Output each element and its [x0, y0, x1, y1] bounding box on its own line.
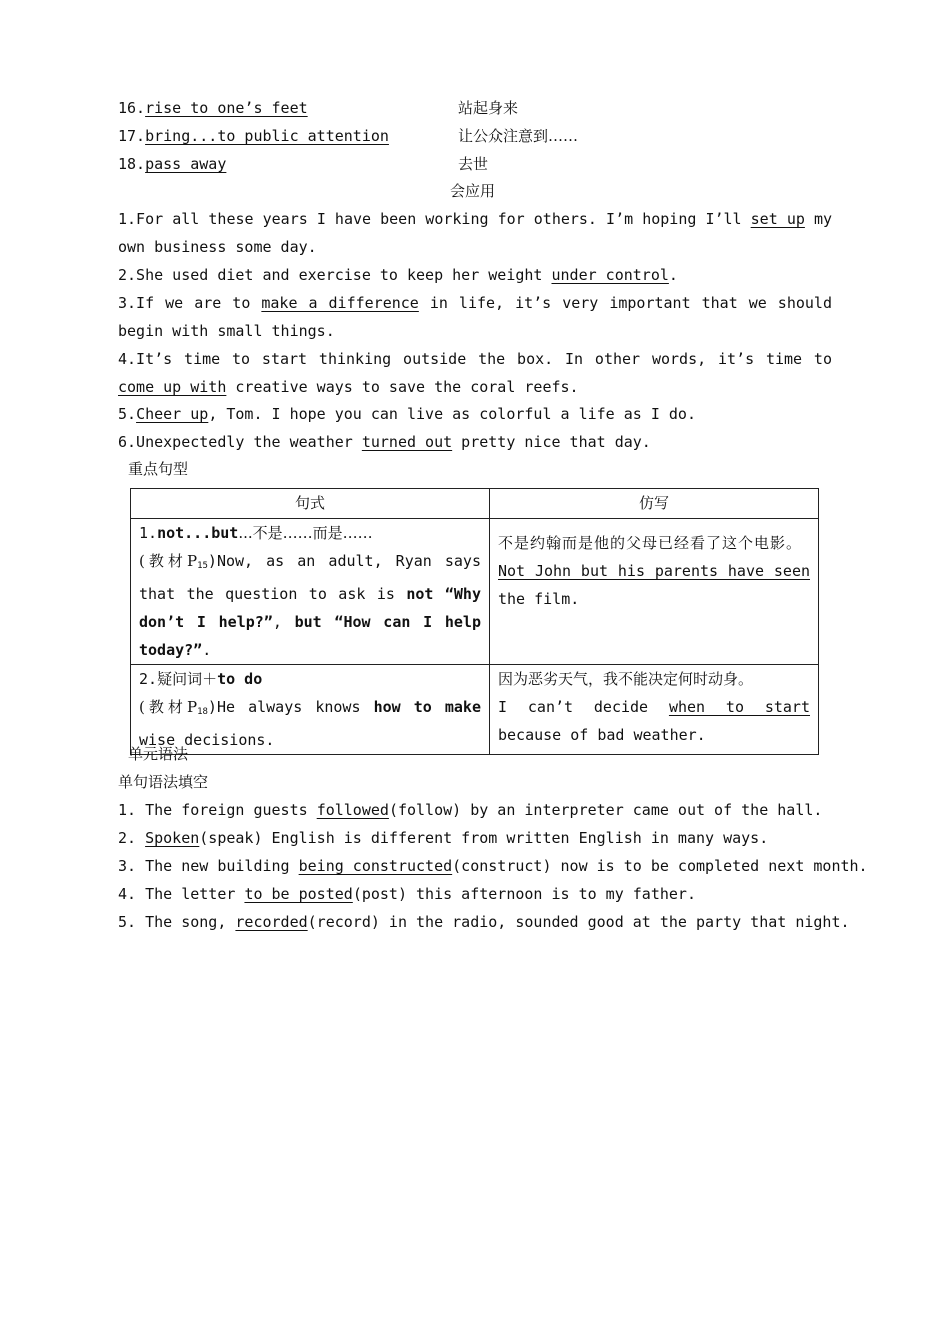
sentence-text: 6.Unexpectedly the weather — [118, 433, 362, 451]
key-patterns-table — [130, 488, 819, 755]
phrase-item — [118, 150, 226, 178]
imitate-chinese: 不是约翰而是他的父母已经看了这个电影。 — [498, 534, 803, 552]
phrase-number: 17. — [118, 127, 146, 145]
pattern-keyword: to do — [217, 670, 263, 688]
imitate-cell — [490, 519, 819, 665]
grammar-heading: 单元语法 — [128, 745, 189, 763]
pattern-meaning: 疑问词＋ — [157, 670, 218, 688]
sentence-text: 2. — [118, 829, 146, 847]
apply-sentence — [118, 400, 832, 428]
pattern-title — [139, 665, 481, 693]
answer-blank: make a difference — [261, 294, 419, 312]
phrase-english: rise to one’s feet — [145, 99, 308, 117]
grammar-sentence — [118, 880, 696, 908]
sentence-text: , Tom. I hope you can live as colorful a life as I do. — [208, 405, 696, 423]
apply-sentence — [118, 261, 832, 289]
table-row — [131, 665, 819, 755]
sentence-text: 1. The foreign guests — [118, 801, 317, 819]
example-text: . — [202, 641, 212, 659]
answer-blank: to be posted — [244, 885, 353, 903]
imitate-answer — [498, 557, 810, 613]
grammar-sentence — [118, 852, 868, 880]
apply-sentence — [118, 428, 832, 456]
phrase-chinese: 去世 — [458, 155, 489, 173]
answer-blank: Cheer up — [136, 405, 209, 423]
source-page: 15 — [197, 561, 208, 571]
sentence-text: 1.For all these years I have been working for others. I’m hoping I’ll — [118, 210, 751, 228]
sentence-text: 4.It’s time to start thinking outside the box. In other words, it’s time to — [118, 350, 832, 368]
answer-blank: followed — [316, 801, 389, 819]
apply-sentence — [118, 205, 832, 261]
pattern-title — [139, 519, 481, 547]
key-patterns-heading: 重点句型 — [128, 460, 189, 478]
sentence-text: my own business some day. — [118, 210, 833, 256]
imitate-chinese: 因为恶劣天气，我不能决定何时动身。 — [498, 670, 754, 688]
sentence-text: (post) this afternoon is to my father. — [352, 885, 696, 903]
sentence-text: creative ways to save the coral reefs. — [226, 378, 579, 396]
answer-blank: under control — [551, 266, 669, 284]
phrase-chinese: 让公众注意到…… — [458, 127, 579, 145]
phrase-chinese: 站起身来 — [458, 99, 519, 117]
phrase-item — [118, 122, 389, 150]
pattern-keyword: not...but — [157, 524, 239, 542]
pattern-number: 1. — [139, 524, 158, 542]
phrase-item — [118, 94, 308, 122]
sentence-text: (construct) now is to be completed next month. — [452, 857, 868, 875]
example-text: , — [272, 613, 295, 631]
pattern-example — [139, 547, 481, 664]
answer-blank: Not John but his parents have seen — [498, 562, 810, 580]
phrase-english: bring...to public attention — [145, 127, 389, 145]
table-row — [131, 519, 819, 665]
sentence-text: (record) in the radio, sounded good at the party that night. — [307, 913, 850, 931]
phrase-english: pass away — [145, 155, 227, 173]
apply-sentence — [118, 345, 832, 401]
sentence-text: in life, it’s very important that we should begin with small things. — [118, 294, 832, 340]
answer-blank: when to start — [668, 698, 810, 716]
sentence-text: 4. The letter — [118, 885, 245, 903]
sentence-text: 2.She used diet and exercise to keep her weight — [118, 266, 552, 284]
answer-blank: Spoken — [145, 829, 200, 847]
imitate-answer — [498, 693, 810, 749]
source-label: (教材P — [139, 698, 198, 716]
phrase-number: 18. — [118, 155, 146, 173]
sentence-text: (speak) English is different from written English in many ways. — [199, 829, 769, 847]
apply-sentence — [118, 289, 832, 345]
sentence-text: pretty nice that day. — [452, 433, 651, 451]
answer-blank: recorded — [235, 913, 308, 931]
table-header-row — [131, 489, 819, 519]
pattern-cell — [131, 519, 490, 665]
sentence-text: 5. The song, — [118, 913, 236, 931]
grammar-subheading: 单句语法填空 — [118, 773, 209, 791]
table-header: 句式 — [131, 489, 490, 519]
imitate-text: because of bad weather. — [498, 726, 706, 744]
sentence-text: (follow) by an interpreter came out of the hall. — [388, 801, 823, 819]
imitate-text: I can’t decide — [498, 698, 669, 716]
phrase-number: 16. — [118, 99, 146, 117]
table-header: 仿写 — [490, 489, 819, 519]
example-text: )He always knows — [207, 698, 374, 716]
apply-heading: 会应用 — [450, 182, 496, 200]
sentence-text: 5. — [118, 405, 137, 423]
grammar-sentence — [118, 908, 850, 936]
source-label: (教材P — [139, 552, 198, 570]
pattern-meaning: ...不是……而是…… — [238, 524, 373, 542]
sentence-text: 3. The new building — [118, 857, 299, 875]
answer-blank: turned out — [361, 433, 453, 451]
example-text: )Now, as an adult, Ryan says that the question to ask is — [139, 552, 481, 603]
answer-blank: set up — [750, 210, 805, 228]
pattern-number: 2. — [139, 670, 158, 688]
example-text: wise decisions. — [139, 731, 275, 749]
source-page: 18 — [197, 707, 208, 717]
sentence-text: 3.If we are to — [118, 294, 262, 312]
example-keyword: not “Why don’t I help?” — [139, 585, 481, 631]
sentence-text: . — [668, 266, 678, 284]
imitate-text: the film. — [498, 590, 580, 608]
grammar-sentence — [118, 824, 768, 852]
pattern-example — [139, 693, 481, 754]
grammar-sentence — [118, 796, 822, 824]
answer-blank: being constructed — [298, 857, 453, 875]
example-keyword: but “How can I help today?” — [139, 613, 481, 659]
imitate-cell — [490, 665, 819, 755]
example-keyword: how to make — [373, 698, 481, 716]
answer-blank: come up with — [118, 378, 227, 396]
